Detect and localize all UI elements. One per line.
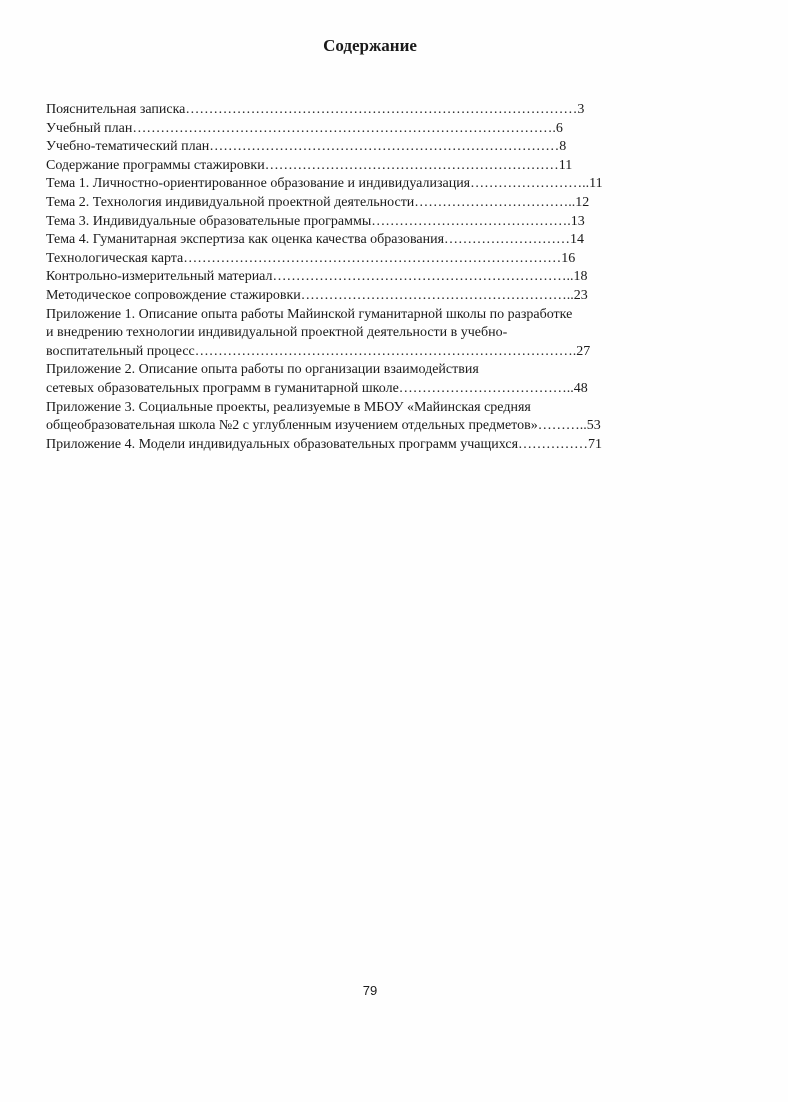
toc-line: Контрольно-измерительный материал………………………………………………………..18 xyxy=(46,269,588,285)
table-of-contents xyxy=(46,101,696,454)
toc-line: Учебно-тематический план…………………………………………………………………8 xyxy=(46,139,567,155)
toc-line: сетевых образовательных программ в гуманитарной школе………………………………..48 xyxy=(46,380,588,396)
toc-line: Пояснительная записка…………………………………………………………………………3 xyxy=(46,102,585,117)
toc-line: Методическое сопровождение стажировки…………………………………………………..23 xyxy=(46,287,588,303)
toc-line: и внедрению технологии индивидуальной проектной деятельности в учебно- xyxy=(46,325,508,341)
toc-line: Приложение 1. Описание опыта работы Майинской гуманитарной школы по разработке xyxy=(46,306,573,322)
toc-line: Тема 1. Личностно-ориентированное образование и индивидуализация……………………..11 xyxy=(46,176,603,192)
page-title: Содержание xyxy=(323,36,417,55)
toc-line: Тема 2. Технология индивидуальной проектной деятельности……………………………..12 xyxy=(46,194,590,210)
toc-line: Приложение 4. Модели индивидуальных образовательных программ учащихся……………71 xyxy=(46,436,603,452)
page-number: 79 xyxy=(362,983,378,998)
toc-line: Приложение 3. Социальные проекты, реализуемые в МБОУ «Майинская средняя xyxy=(46,399,531,415)
toc-line: воспитательный процесс……………………………………………………………………….27 xyxy=(46,343,591,359)
toc-line: Тема 4. Гуманитарная экспертиза как оценка качества образования………………………14 xyxy=(46,232,585,248)
toc-line: общеобразовательная школа №2 с углубленным изучением отдельных предметов»………..53 xyxy=(46,418,601,434)
toc-line: Содержание программы стажировки………………………………………………………11 xyxy=(46,157,573,173)
toc-line: Учебный план……………………………………………………………………………….6 xyxy=(46,120,563,136)
toc-line: Тема 3. Индивидуальные образовательные программы…………………………………….13 xyxy=(46,213,585,229)
toc-line: Технологическая карта………………………………………………………………………16 xyxy=(46,250,576,266)
toc-line: Приложение 2. Описание опыта работы по организации взаимодействия xyxy=(46,362,479,378)
